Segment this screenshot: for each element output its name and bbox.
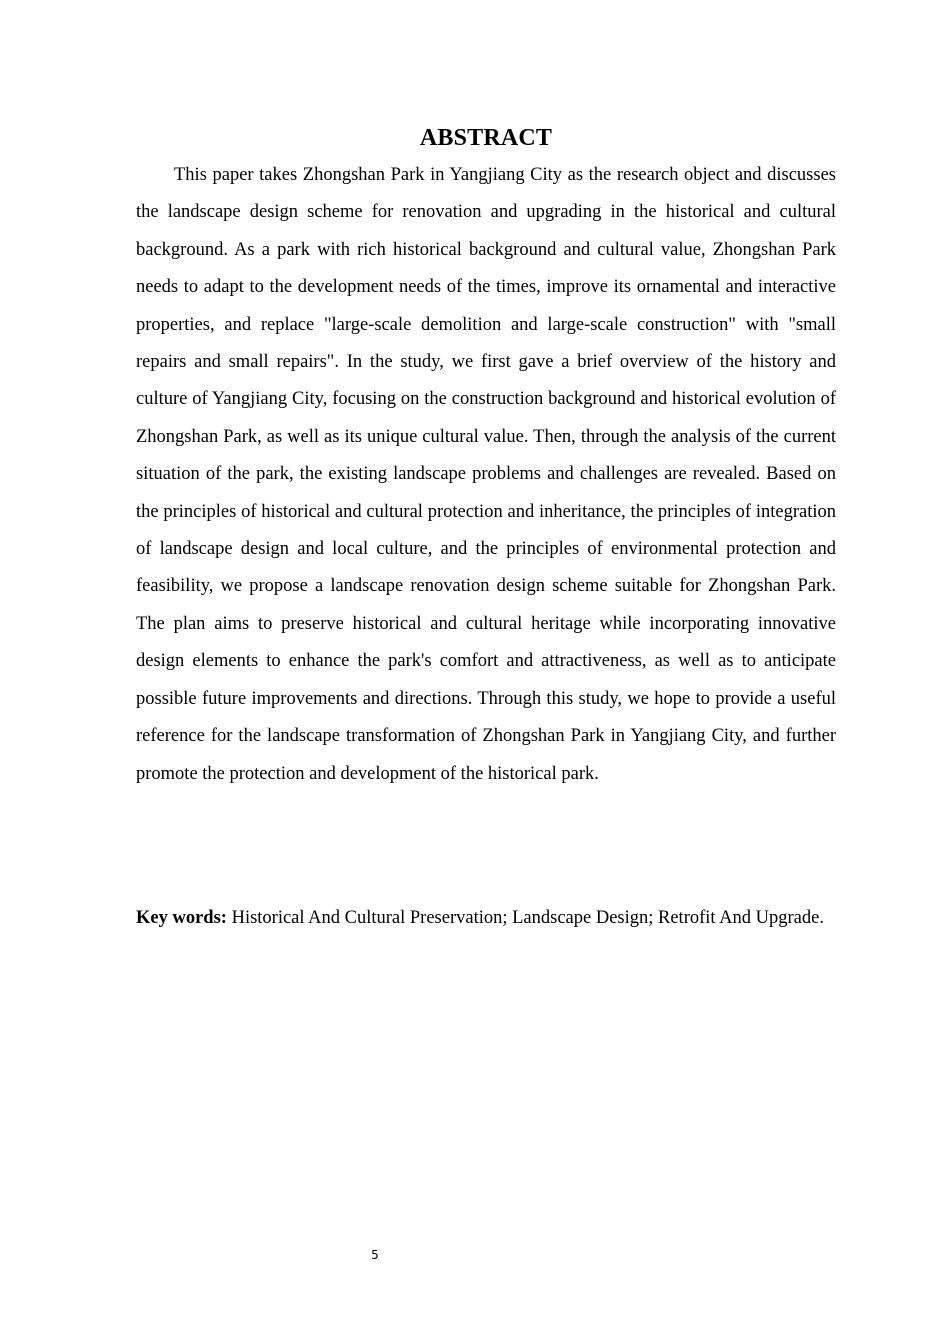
keywords-label: Key words: <box>136 908 227 928</box>
keywords-text: Historical And Cultural Preservation; Landscape Design; Retrofit And Upgrade. <box>226 908 824 928</box>
keywords-paragraph <box>136 900 836 937</box>
page-number: 5 <box>371 1248 379 1262</box>
abstract-heading: ABSTRACT <box>419 125 553 151</box>
abstract-paragraph: This paper takes Zhongshan Park in Yangjiang City as the research object and discusses the landscape design scheme for renovation and upgrading in the historical and cultural background. As a park with rich historical background and cultural value, Zhongshan Park needs to adapt to the development needs of the times, improve its ornamental and interactive properties, and replace "large-scale demolition and large-scale construction" with "small repairs and small repairs". In the study, we first gave a brief overview of the history and culture of Yangjiang City, focusing on the construction background and historical evolution of Zhongshan Park, as well as its unique cultural value. Then, through the analysis of the current situation of the park, the existing landscape problems and challenges are revealed. Based on the principles of historical and cultural protection and inheritance, the principles of integration of landscape design and local culture, and the principles of environmental protection and feasibility, we propose a landscape renovation design scheme suitable for Zhongshan Park. The plan aims to preserve historical and cultural heritage while incorporating innovative design elements to enhance the park's comfort and attractiveness, as well as to anticipate possible future improvements and directions. Through this study, we hope to provide a useful reference for the landscape transformation of Zhongshan Park in Yangjiang City, and further promote the protection and development of the historical park. <box>136 165 836 784</box>
